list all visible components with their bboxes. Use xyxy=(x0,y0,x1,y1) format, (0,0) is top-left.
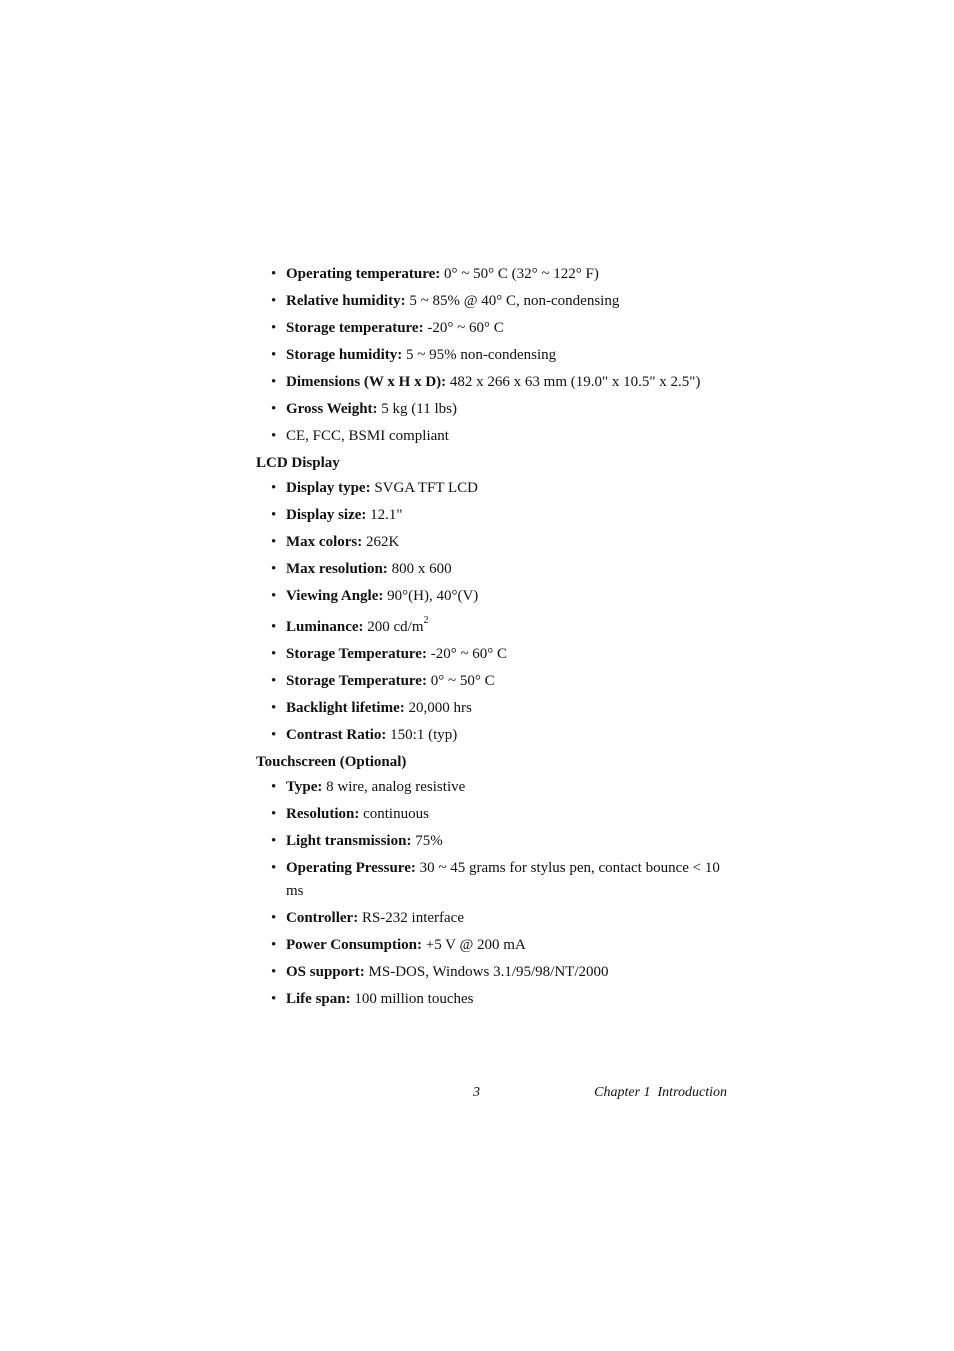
spec-label: OS support: xyxy=(286,964,365,980)
spec-label: Gross Weight: xyxy=(286,401,378,417)
list-item xyxy=(256,290,736,313)
spec-label: Relative humidity: xyxy=(286,293,406,309)
bullet: • xyxy=(271,646,277,662)
list-item xyxy=(256,830,736,853)
list-item xyxy=(256,263,736,286)
spec-value: 5 kg (11 lbs) xyxy=(377,401,457,417)
spec-label: Storage Temperature: xyxy=(286,646,427,662)
spec-label: Operating temperature: xyxy=(286,266,441,282)
spec-label: Life span: xyxy=(286,991,351,1007)
bullet: • xyxy=(271,619,277,635)
spec-label: Resolution: xyxy=(286,806,360,822)
spec-value: 5 ~ 85% @ 40° C, non-condensing xyxy=(405,293,620,309)
list-item xyxy=(256,344,736,367)
list-item xyxy=(256,670,736,693)
spec-value: 150:1 (typ) xyxy=(386,727,458,743)
list-item xyxy=(256,531,736,554)
spec-label: Display type: xyxy=(286,480,371,496)
chapter-title: Chapter 1 Introduction xyxy=(594,1085,727,1100)
spec-label: Backlight lifetime: xyxy=(286,700,405,716)
spec-value: 0° ~ 50° C (32° ~ 122° F) xyxy=(440,266,599,282)
list-item xyxy=(256,803,736,826)
spec-label: Light transmission: xyxy=(286,833,412,849)
bullet: • xyxy=(271,320,277,336)
spec-value: 8 wire, analog resistive xyxy=(322,779,466,795)
spec-value: continuous xyxy=(359,806,429,822)
bullet: • xyxy=(271,534,277,550)
section-heading-touchscreen: Touchscreen (Optional) xyxy=(256,754,407,770)
page-number: 3 xyxy=(473,1085,480,1100)
spec-label: Operating Pressure: xyxy=(286,860,416,876)
spec-value: 100 million touches xyxy=(350,991,474,1007)
spec-value: 482 x 266 x 63 mm (19.0" x 10.5" x 2.5") xyxy=(446,374,701,390)
section-heading-lcd: LCD Display xyxy=(256,455,340,471)
list-item xyxy=(256,697,736,720)
spec-label: Controller: xyxy=(286,910,359,926)
bullet: • xyxy=(271,727,277,743)
spec-value: -20° ~ 60° C xyxy=(426,646,508,662)
lcd-spec-list xyxy=(256,477,736,747)
spec-value: 20,000 hrs xyxy=(404,700,472,716)
bullet: • xyxy=(271,480,277,496)
bullet: • xyxy=(271,860,277,876)
bullet: • xyxy=(271,910,277,926)
list-item xyxy=(256,934,736,957)
list-item xyxy=(256,907,736,930)
spec-label: Dimensions (W x H x D): xyxy=(286,374,447,390)
spec-value: CE, FCC, BSMI compliant xyxy=(286,428,449,444)
environment-spec-list xyxy=(256,263,736,448)
spec-value: +5 V @ 200 mA xyxy=(421,937,526,953)
spec-label: Storage Temperature: xyxy=(286,673,427,689)
list-item xyxy=(256,776,736,799)
bullet: • xyxy=(271,507,277,523)
bullet: • xyxy=(271,779,277,795)
list-item xyxy=(256,616,736,639)
bullet: • xyxy=(271,991,277,1007)
spec-value: SVGA TFT LCD xyxy=(370,480,478,496)
bullet: • xyxy=(271,964,277,980)
bullet: • xyxy=(271,374,277,390)
spec-value: 75% xyxy=(411,833,443,849)
bullet: • xyxy=(271,266,277,282)
list-item xyxy=(256,724,736,747)
list-item xyxy=(256,643,736,666)
spec-value: 90°(H), 40°(V) xyxy=(383,588,479,604)
bullet: • xyxy=(271,673,277,689)
spec-label: Type: xyxy=(286,779,323,795)
bullet: • xyxy=(271,700,277,716)
spec-label: Luminance: xyxy=(286,619,364,635)
bullet: • xyxy=(271,293,277,309)
bullet: • xyxy=(271,561,277,577)
list-item xyxy=(256,961,736,984)
spec-value: 262K xyxy=(362,534,400,550)
spec-value: MS-DOS, Windows 3.1/95/98/NT/2000 xyxy=(364,964,609,980)
bullet: • xyxy=(271,428,277,444)
spec-value: 800 x 600 xyxy=(387,561,452,577)
spec-label: Power Consumption: xyxy=(286,937,422,953)
list-item xyxy=(256,398,736,421)
list-item xyxy=(256,425,736,448)
spec-value: -20° ~ 60° C xyxy=(423,320,504,336)
spec-value: 30 ~ 45 grams for stylus pen, contact bounce < 10 ms xyxy=(286,860,720,899)
bullet: • xyxy=(271,588,277,604)
list-item xyxy=(256,317,736,340)
spec-value: 0° ~ 50° C xyxy=(426,673,495,689)
bullet: • xyxy=(271,347,277,363)
spec-value: 12.1" xyxy=(366,507,403,523)
bullet: • xyxy=(271,937,277,953)
spec-value: RS-232 interface xyxy=(358,910,465,926)
spec-label: Viewing Angle: xyxy=(286,588,384,604)
spec-value: 5 ~ 95% non-condensing xyxy=(402,347,557,363)
bullet: • xyxy=(271,833,277,849)
spec-label: Max colors: xyxy=(286,534,363,550)
list-item xyxy=(256,504,736,527)
list-item xyxy=(256,371,736,394)
bullet: • xyxy=(271,401,277,417)
list-item xyxy=(256,988,736,1011)
spec-label: Storage temperature: xyxy=(286,320,424,336)
list-item xyxy=(256,857,736,903)
touchscreen-spec-list xyxy=(256,776,736,1011)
list-item xyxy=(256,585,736,608)
spec-content xyxy=(256,263,736,1015)
superscript: 2 xyxy=(423,615,429,626)
spec-label: Contrast Ratio: xyxy=(286,727,387,743)
spec-value: 200 cd/m xyxy=(363,619,424,635)
spec-label: Max resolution: xyxy=(286,561,388,577)
spec-label: Display size: xyxy=(286,507,367,523)
list-item xyxy=(256,477,736,500)
list-item xyxy=(256,558,736,581)
spec-label: Storage humidity: xyxy=(286,347,403,363)
bullet: • xyxy=(271,806,277,822)
